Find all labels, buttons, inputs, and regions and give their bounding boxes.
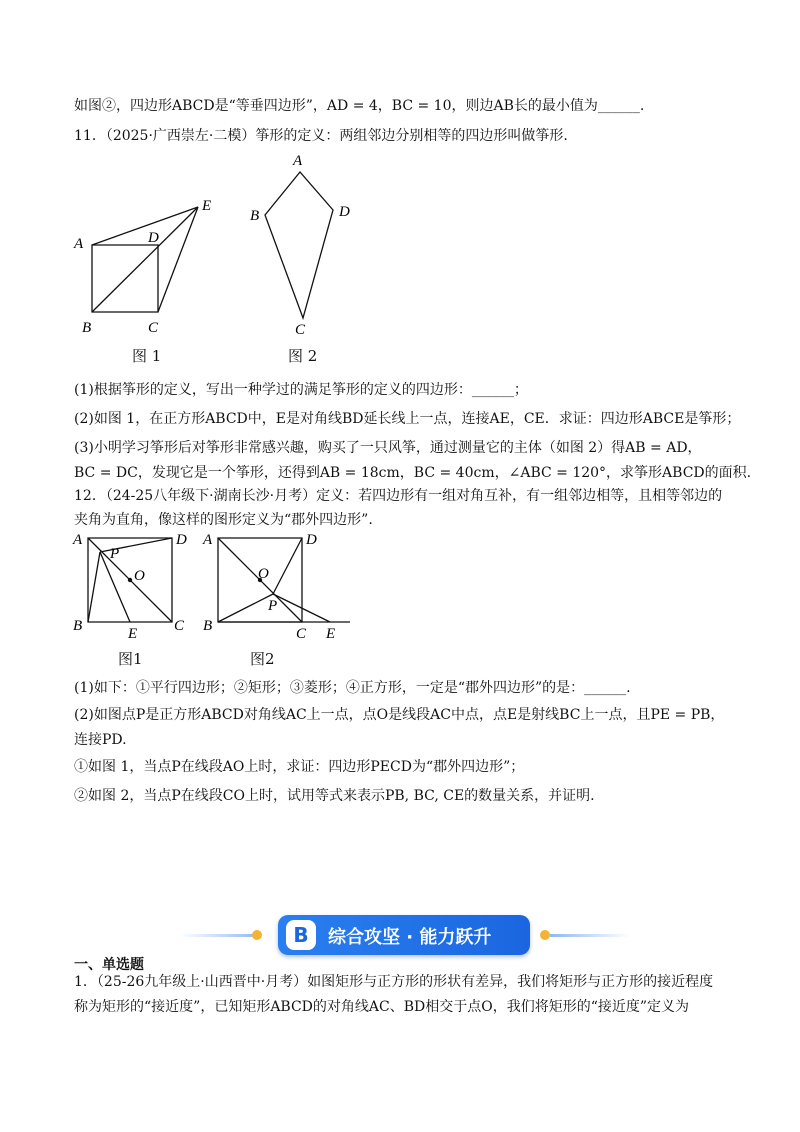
q12-stem-line2: 夹角为直角，像这样的图形定义为“郡外四边形”. <box>74 512 373 528</box>
q12-fig2-label-p: P <box>268 598 278 614</box>
q12-fig1-label-b: B <box>73 618 83 634</box>
q11-stem: 11．（2025·广西崇左·二模）筝形的定义：两组邻边分别相等的四边形叫做筝形. <box>74 128 568 144</box>
q10-tail-text: 如图②，四边形ABCD是“等垂四边形”，AD = 4，BC = 10，则边AB长的最小值为______. <box>74 98 645 114</box>
q12-part2-line1: (2)如图点P是正方形ABCD对角线AC上一点，点O是线段AC中点，点E是射线BC上一点，且PE = PB， <box>74 707 725 723</box>
q12-fig2-label-d: D <box>306 532 317 548</box>
q12-fig1-label-o: O <box>134 568 145 584</box>
fig1-label-e: E <box>202 198 212 214</box>
b-q1-line2: 称为矩形的“接近度”，已知矩形ABCD的对角线AC、BD相交于点O，我们将矩形的“接近度”定义为 <box>74 999 690 1015</box>
banner-letter-badge: B <box>286 920 316 950</box>
q11-fig2-caption: 图 2 <box>288 347 318 365</box>
q12-fig1-caption: 图1 <box>118 650 143 668</box>
fig1-label-c: C <box>148 320 159 336</box>
segment-pe <box>100 552 130 622</box>
banner-left-line <box>180 934 260 937</box>
fig2-label-b: B <box>250 208 260 224</box>
banner-right-line <box>550 934 630 937</box>
q12-fig1-label-e: E <box>128 626 138 642</box>
q12-fig2-label-a: A <box>203 532 213 548</box>
q12-figure-2 <box>200 528 360 643</box>
q12-figure-1 <box>70 528 200 643</box>
kite-abcd <box>265 172 333 318</box>
diagonal-bd-extended <box>92 207 198 312</box>
segment-ce <box>158 207 198 312</box>
segment-pb <box>218 594 273 622</box>
q12-fig1-label-a: A <box>73 532 83 548</box>
q12-fig2-caption: 图2 <box>250 650 275 668</box>
fig1-label-b: B <box>82 320 92 336</box>
q12-part1: (1)如下：①平行四边形；②矩形；③菱形；④正方形，一定是“郡外四边形”的是：______. <box>74 680 631 696</box>
q12-part2-line2: 连接PD. <box>74 732 127 748</box>
fig2-label-a: A <box>293 153 303 169</box>
q12-fig1-label-p: P <box>110 546 120 562</box>
fig1-label-d: D <box>148 230 159 246</box>
fig1-label-a: A <box>74 236 84 252</box>
q12-fig2-label-o: O <box>258 566 269 582</box>
q12-fig2-label-b: B <box>203 618 213 634</box>
q12-stem-line1: 12．（24-25八年级下·湖南长沙·月考）定义：若四边形有一组对角互补，有一组邻边相等，且相等邻边的 <box>74 488 723 504</box>
q11-fig1-caption: 图 1 <box>132 347 162 365</box>
q12-fig1-label-c: C <box>174 618 185 634</box>
segment-pd <box>273 538 302 594</box>
point-o <box>128 578 132 582</box>
q11-figure-2 <box>245 150 365 340</box>
fig2-label-c: C <box>295 322 306 338</box>
q11-part2: (2)如图 1，在正方形ABCD中，E是对角线BD延长线上一点，连接AE，CE．求证：四边形ABCE是筝形； <box>74 411 741 427</box>
banner-left-dot <box>252 930 262 940</box>
b-q1-line1: 1．（25-26九年级上·山西晋中·月考）如图矩形与正方形的形状有差异，我们将矩形与正方形的接近程度 <box>74 974 714 990</box>
banner-box <box>278 915 530 955</box>
section-heading: 一、单选题 <box>74 957 144 973</box>
q12-fig2-label-e: E <box>326 626 336 642</box>
q12-sub1: ①如图 1，当点P在线段AO上时，求证：四边形PECD为“郡外四边形”； <box>74 759 525 775</box>
q11-part1: (1)根据筝形的定义，写出一种学过的满足筝形的定义的四边形：______； <box>74 382 528 398</box>
q12-fig1-label-d: D <box>176 532 187 548</box>
banner-right-dot <box>540 930 550 940</box>
q11-figure-1 <box>70 190 230 340</box>
q12-sub2: ②如图 2，当点P在线段CO上时，试用等式来表示PB, BC, CE的数量关系，并证明. <box>74 788 595 804</box>
banner-title: 综合攻坚 · 能力跃升 <box>328 927 492 948</box>
segment-pb <box>88 552 100 622</box>
fig2-label-d: D <box>339 204 350 220</box>
segment-ae <box>92 207 198 245</box>
q12-fig2-label-c: C <box>296 626 307 642</box>
q11-part3-line2: BC = DC，发现它是一个筝形，还得到AB = 18cm，BC = 40cm，∠ABC = 120°，求筝形ABCD的面积. <box>74 465 752 481</box>
q11-part3-line1: (3)小明学习筝形后对筝形非常感兴趣，购买了一只风筝，通过测量它的主体（如图 2）得AB = AD， <box>74 440 702 456</box>
